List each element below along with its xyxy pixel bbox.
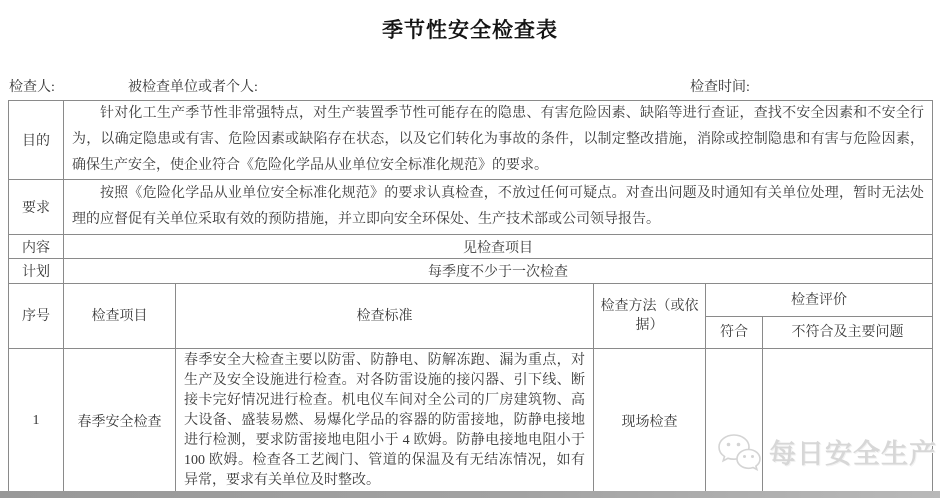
requirement-label: 要求 [9, 180, 64, 235]
cell-standard: 春季安全大检查主要以防雷、防静电、防解冻跑、漏为重点，对生产及安全设施进行检查。对各防雷设施的接闪器、引下线、断接卡完好情况进行检查。机电仪车间对全公司的厂房建筑物、高大设备、盛装易燃、易爆化学品的容器的防雷接地，防静电接地进行检测，要求防雷接地电阻小于 4 欧姆。防静电接地电阻小于 100 欧姆。检查各工艺阀门、管道的保温及有无结冻情况，如有异常，要求有关单位及时整改。 [176, 349, 594, 494]
cell-seq: 1 [9, 349, 64, 494]
inspected-unit-label: 被检查单位或者个人: [128, 80, 258, 95]
table-header-row [9, 284, 933, 317]
inspection-time-label: 检查时间: [690, 80, 750, 95]
cell-item: 春季安全检查 [64, 349, 176, 494]
header-method: 检查方法（或依据） [594, 284, 706, 349]
plan-value: 每季度不少于一次检查 [64, 259, 933, 284]
header-evaluation: 检查评价 [706, 284, 933, 317]
page-title: 季节性安全检查表 [382, 18, 558, 42]
header-conform: 符合 [706, 317, 763, 349]
requirement-content: 按照《危险化学品从业单位安全标准化规范》的要求认真检查，不放过任何可疑点。对查出问题及时通知有关单位处理，暂时无法处理的应督促有关单位采取有效的预防措施，并立即向安全环保处、生产技术部或公司领导报告。 [64, 180, 933, 235]
cell-nonconform [763, 349, 933, 494]
table-row-purpose [9, 101, 933, 180]
cell-method: 现场检查 [594, 349, 706, 494]
purpose-content: 针对化工生产季节性非常强特点，对生产装置季节性可能存在的隐患、有害危险因素、缺陷等进行查证，查找不安全因素和不安全行为，以确定隐患或有害、危险因素或缺陷存在状态，以及它们转化为事故的条件，以制定整改措施，消除或控制隐患和有害与危险因素，确保生产安全，使企业符合《危险化学品从业单位安全标准化规范》的要求。 [64, 101, 933, 180]
info-row [0, 76, 940, 96]
table-row-plan [9, 259, 933, 284]
header-standard: 检查标准 [176, 284, 594, 349]
bottom-edge-bar [0, 491, 940, 498]
content-label: 内容 [9, 235, 64, 259]
header-nonconform: 不符合及主要问题 [763, 317, 933, 349]
plan-label: 计划 [9, 259, 64, 284]
content-value: 见检查项目 [64, 235, 933, 259]
watermark-text: 每日安全生产 [769, 439, 937, 469]
header-item: 检查项目 [64, 284, 176, 349]
inspector-label: 检查人: [9, 80, 55, 95]
table-row-content [9, 235, 933, 259]
cell-conform [706, 349, 763, 494]
table-row-requirement [9, 180, 933, 235]
table-row [9, 349, 933, 494]
header-seq: 序号 [9, 284, 64, 349]
inspection-table [8, 100, 933, 494]
purpose-label: 目的 [9, 101, 64, 180]
